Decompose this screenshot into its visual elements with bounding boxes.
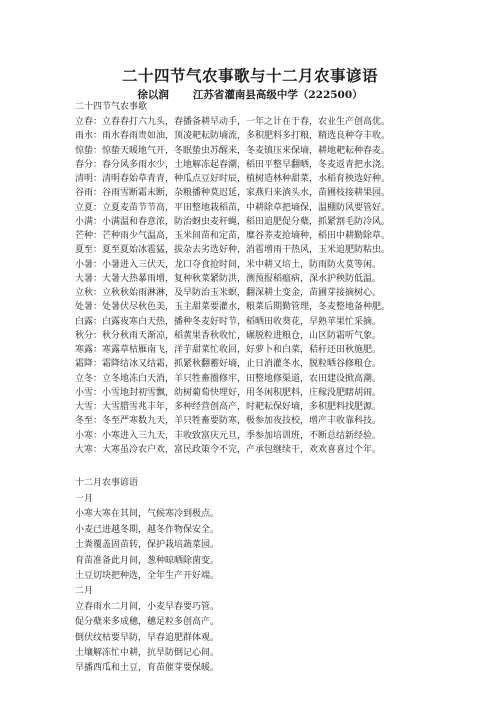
monthly-sayings-list bbox=[75, 492, 435, 677]
saying-line: 小麦已进越冬期，越冬作物保安全。 bbox=[75, 524, 220, 535]
saying-line: 立春雨水二月间，小麦早春要巧管。 bbox=[75, 601, 220, 612]
saying-line: 土豆切块把种选，全年生产开好端。 bbox=[75, 570, 220, 581]
saying-line: 土壤解冻忙中耕，抗旱防倒记心间。 bbox=[75, 647, 220, 658]
solar-term-row: 寒露：寒露草枯雁南飞，洋芋甜菜忙收回，好萝卜和白菜，秸秆还田秋施肥。 bbox=[75, 345, 382, 355]
solar-term-row: 春分：春分风多雨水少，土地解冻起春潮，稻田平整早翻晒，冬麦返青把水浇。 bbox=[75, 159, 391, 170]
monthly-sayings-heading: 十二月农事谚语 bbox=[75, 478, 139, 488]
month-label: 一月 bbox=[75, 494, 94, 504]
saying-line: 土粪覆盖固苗转，保护栽培蔬菜园。 bbox=[75, 540, 220, 551]
solar-term-row: 大寒：大寒虽冷农户欢，富民政策令不完，产承包继续干，欢欢喜喜过个年。 bbox=[75, 444, 382, 455]
solar-term-row: 立冬：立冬地冻白天消，羊只牲畜圈修牢，田整地修渠道，农田建设掀高潮。 bbox=[75, 373, 382, 384]
solar-term-row: 立秋：立秋秋始雨淋淋，及早防治玉米螟，翻深耕土变金，苗圃芽接摘树心。 bbox=[75, 288, 382, 298]
author-name: 徐以润 bbox=[137, 89, 169, 101]
solar-terms-heading: 二十四节气农事歌 bbox=[75, 102, 148, 112]
solar-term-row: 小满：小满温和春意浓，防治蚜虫麦秆蝇，稻田追肥促分蘖，抓紧割毛防冷风。 bbox=[75, 216, 391, 227]
saying-line: 促分蘖来多成穗，穗足粒多创高产。 bbox=[75, 617, 220, 628]
saying-line: 早播西瓜和土豆，育苗催芽要保暖。 bbox=[75, 663, 220, 674]
solar-terms-list bbox=[75, 115, 435, 457]
solar-term-row: 小暑：小暑进入三伏天，龙口夺食抢时间，米中耕又培土，防雨防火莫等闲。 bbox=[75, 259, 382, 270]
solar-term-row: 立春：立春春打六九头，春播备耕早动手，一年之计在于春，农业生产创高优。 bbox=[75, 117, 391, 127]
solar-term-row: 立夏：立夏麦苗节节高，平田整地栽稻苗，中耕除草把墒保，温棚防风要管好。 bbox=[75, 202, 391, 213]
solar-term-row: 秋分：秋分秋雨天渐凉，稻黄果香秋收忙，碾脱粒进粮仓，山区防霜听气象。 bbox=[75, 330, 382, 341]
saying-line: 育苗准备此月间，葱种晾晒除菌变。 bbox=[75, 555, 220, 566]
solar-term-row: 夏至：夏至夏始冰雹猛，拔杂去劣选好种，消雹增雨干热风，玉米追肥防粘虫。 bbox=[75, 245, 391, 256]
solar-term-row: 处暑：处暑伏尽秋色美，玉主甜菜要灌水，粮菜后期勤管理，冬麦整地备种肥。 bbox=[75, 302, 391, 313]
saying-line: 倒伏纹枯要早防，早春追肥群体观。 bbox=[75, 632, 220, 643]
solar-term-row: 白露：白露夜寒白天热，播种冬麦好时节，稻晒田收葵花，早熟苹果忙采摘。 bbox=[75, 316, 382, 327]
solar-term-row: 大雪：大雪腊雪兆丰年，多种经营创高产，时耙耘保好墒，多积肥料找肥源。 bbox=[75, 402, 382, 412]
solar-term-row: 惊蛰：惊蛰天暖地气开，冬眠蛰虫苏醒来，冬麦镇压来保墒，耕地耙耘种春麦。 bbox=[75, 145, 391, 156]
solar-term-row: 小寒：小寒进入三九天，丰收致富庆元旦，季参加培训班，不断总结新经验。 bbox=[75, 430, 382, 441]
document-title: 二十四节气农事歌与十二月农事谚语 bbox=[121, 66, 378, 85]
solar-term-row: 雨水：雨水春雨贵如油，顶凌耙耘防墒流，多积肥料多打粮，精选良种夺丰收。 bbox=[75, 131, 391, 142]
byline bbox=[0, 87, 500, 102]
solar-term-row: 芒种：芒种雨少气温高，玉米间苗和定苗，糜谷荞麦抢墒种，稻田中耕勤除草。 bbox=[75, 231, 391, 241]
solar-term-row: 小雪：小雪地封初雪飘，幼树葡萄快埋好，用冬闲积肥料，庄稼没肥瞎胡闹。 bbox=[75, 387, 382, 398]
solar-term-row: 清明：清明春始草青青，种瓜点豆好时辰，植树造林种甜菜，水稻育秧选好种。 bbox=[75, 174, 391, 184]
solar-term-row: 大暑：大暑大热暴雨增，复种秋菜紧防洪，测预报稻瘟病，深水护秧防低温。 bbox=[75, 273, 382, 284]
author-affiliation: 江苏省灌南县高级中学（222500） bbox=[192, 89, 363, 101]
solar-term-row: 冬至：冬至严寒数九天，羊只牲畜要防寒，极参加夜技校，增产丰收靠科技。 bbox=[75, 416, 382, 427]
month-label: 二月 bbox=[75, 586, 94, 597]
saying-line: 小寒大寒在其间，气候寒冷到极点。 bbox=[75, 509, 220, 520]
solar-term-row: 霜降：霜降结冰又结霜，抓紧秋翻蓄好墒，止日消灌冬水，脱粒晒谷修粮仓。 bbox=[75, 359, 382, 370]
solar-term-row: 谷雨：谷雨雪断霜未断，杂粮播种莫迟延，家燕归来淌头水，苗圃枝接耕果园。 bbox=[75, 188, 391, 199]
